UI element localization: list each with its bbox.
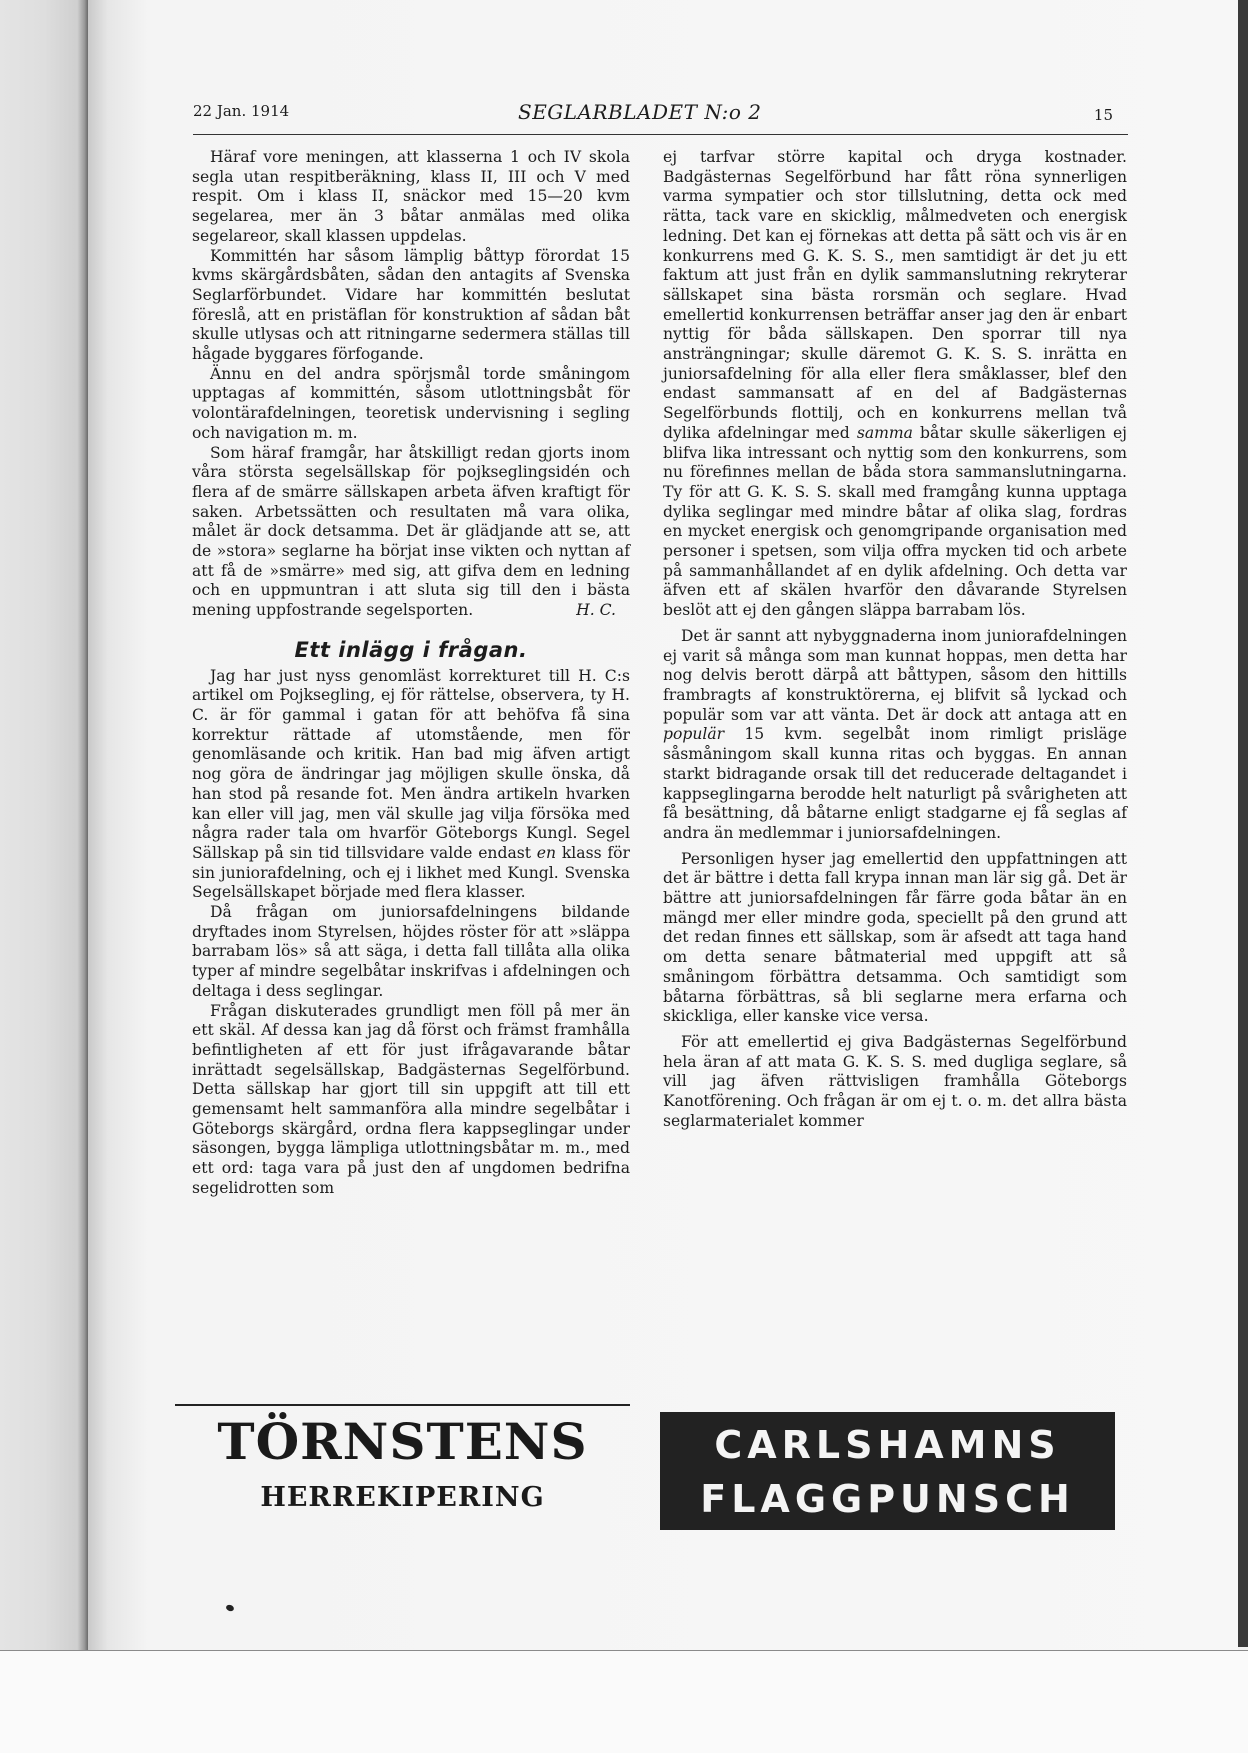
text: båtar skulle säkerligen ej blifva lika intressant och nyttig som den konkurrens, som nu förefinnes mellan de båda stora sammanslutningarna. Ty för att G. K. S. S. skall med framgång kunna upptaga dylika seglingar med mindre båtar af olika slag, fordras en mycket energisk och genomgripande organisation med personer i spetsen, som vilja offra mycken tid och arbete på sammanhållandet af en dylik afdelning. Och detta var äfven ett af skälen hvarför den dåvarande Styrelsen beslöt att ej den gången släppa barrabam lös. xyxy=(663,423,1128,620)
header-rule xyxy=(193,134,1128,135)
paragraph: Häraf vore meningen, att klasserna 1 och IV skola segla utan respitberäkning, klass II, III och V med respit. Om i klass II, snäckor med 15—20 kvm segelarea, mer än 3 båtar anmälas med olika segelareor, skall klassen uppdelas. xyxy=(192,148,630,245)
paragraph xyxy=(192,667,630,903)
text: Jag har just nyss genomläst korrekturet till H. C:s artikel om Pojksegling, ej för rättelse, observera, ty H. C. är för gammal i gatan för att behöfva få sina korrektur rättade af utomstående, men för genomläsande och kritik. Han bad mig äfven artigt nog göra de ändringar jag möjligen skulle önska, då han stod på resande fot. Men ändra artikeln hvarken kan eller vill jag, men väl skulle jag vilja försöka med några rader tala om hvarför Göteborgs Kungl. Segel Sällskap på sin tid tillsvidare valde endast xyxy=(192,666,630,862)
emphasis: en xyxy=(536,843,557,862)
issue-date: 22 Jan. 1914 xyxy=(193,102,290,120)
ad-line-2: FLAGGPUNSCH xyxy=(700,1477,1075,1521)
author-signature: H. C. xyxy=(576,601,616,620)
text: ej tarfvar större kapital och dryga kostnader. Badgästernas Segelförbund har fått röna synnerligen varma sympatier och stor tillslutning, detta ock med rätta, tack vare en skicklig, målmedveten och energisk ledning. Det kan ej förnekas att detta på sätt och vis är en konkurrens med G. K. S. S., men samtidigt är det ju ett faktum att just från en dylik sammanslutning rekryterar sällskapet sina bästa rorsmän och seglare. Hvad emellertid konkurrensen beträffar anser jag den är enbart nyttig för båda sällskapen. Den sporrar till nya ansträngningar; skulle däremot G. K. S. S. inrätta en juniorsafdelning för alla eller flera småklasser, blef den endast sammansatt af en del af Badgästernas Segelförbunds flottilj, och en konkurrens mellan två dylika afdelningar med xyxy=(663,148,1127,442)
running-header xyxy=(193,100,1113,130)
paragraph: Kommittén har såsom lämplig båttyp förordat 15 kvms skärgårdsbåten, sådan den antagits af Svenska Seglarförbundet. Vidare har kommittén beslutat föreslå, att en pristäflan för konstruktion af sådan båt skulle utlysas och att ritningarne sedermera ställas till hågade byggares förfogande. xyxy=(192,246,630,364)
advertisement-rule xyxy=(175,1404,630,1406)
advertisement-tornstens xyxy=(170,1412,635,1513)
advertiser-tagline: HERREKIPERING xyxy=(260,1482,545,1513)
text: klass för sin juniorafdelning, och ej i likhet med Kungl. Svenska Segelsällskapet började med flera klasser. xyxy=(192,843,630,902)
paragraph: Ännu en del andra spörjsmål torde småningom upptagas af kommittén, såsom utlottningsbåt för volontärafdelningen, teoretisk undervisning i segling och navigation m. m. xyxy=(192,364,630,442)
paragraph: Då frågan om juniorsafdelningens bildande dryftades inom Styrelsen, höjdes röster för att »släppa barrabam lös» så att säga, i detta fall tillåta alla olika typer af mindre segelbåtar inskrifvas i afdelningen och deltaga i dess seglingar. xyxy=(192,903,630,1000)
text: 15 kvm. segelbåt inom rimligt prisläge såsmåningom skall kunna ritas och byggas. En annan starkt bidragande orsak till det reducerade deltagandet i kappseglingarna berodde helt naturligt på svårigheten att få besättning, då båtarne enligt stadgarne ej få seglas af andra än medlemmar i juniorsafdelningen. xyxy=(663,725,1127,842)
page-edge-shadow xyxy=(1238,0,1248,1647)
emphasis: samma xyxy=(856,423,913,442)
book-binding-left-page xyxy=(0,0,88,1652)
paragraph: För att emellertid ej giva Badgästernas Segelförbund hela äran af att mata G. K. S. S. med dugliga seglare, så vill jag äfven rättvisligen framhålla Göteborgs Kanotförening. Och frågan är om ej t. o. m. det allra bästa seglarmaterialet kommer xyxy=(663,1032,1127,1130)
left-column xyxy=(192,148,630,1199)
paragraph-text: Som häraf framgår, har åtskilligt redan gjorts inom våra största segelsällskap för pojkseglingsidén och flera af de smärre sällskapen arbeta äfven kraftigt för saken. Arbetssätten och resultaten må vara olika, målet är dock detsamma. Det är glädjande att se, att de »stora» seglarne ha börjat inse vikten och nyttan af att få de »smärre» med sig, att gifva dem en ledning och en uppmuntran i att sluta sig till den i bästa mening uppfostrande segelsporten. xyxy=(192,443,630,620)
article-title: Ett inlägg i frågan. xyxy=(294,637,528,662)
scan-surface xyxy=(0,1650,1248,1753)
paragraph: Personligen hyser jag emellertid den uppfattningen att det är bättre i detta fall krypa innan man lär sig gå. Det är bättre att juniorsafdelningen får färre goda båtar än en mängd mer eller mindre goda, speciellt på den grund att det redan finnes ett sällskap, som är afsedt att taga hand om detta senare båtmaterial med uppgift att så småningom förbättra detsamma. Och samtidigt som båtarna förbättras, så bli seglarne mera erfarna och skickliga, eller kanske vice versa. xyxy=(663,849,1127,1026)
advertiser-name: TÖRNSTENS xyxy=(217,1412,588,1471)
paragraph xyxy=(663,627,1127,844)
page-number: 15 xyxy=(1093,106,1113,124)
text: Det är sannt att nybyggnaderna inom juniorafdelningen ej varit så många som man kunnat hoppas, men detta har nog delvis berott därpå att båttypen, såsom den hittills frambragts af konstruktörerna, ej blifvit så lyckad och populär som var att vänta. Det är dock att antaga att en xyxy=(663,626,1127,724)
paragraph: Frågan diskuterades grundligt men föll på mer än ett skäl. Af dessa kan jag då först och främst framhålla befintligheten af ett för just ifrågavarande båtar inrättadt segelsällskap, Badgästernas Segelförbund. Detta sällskap har gjort till sin uppgift att till ett gemensamt helt sammanföra alla mindre segelbåtar i Göteborgs skärgård, ordna flera kappseglingar under säsongen, bygga lämpliga utlottningsbåtar m. m., med ett ord: taga vara på just den af ungdomen bedrifna segelidrotten som xyxy=(192,1001,630,1197)
publication-title: SEGLARBLADET N:o 2 xyxy=(518,100,762,124)
advertisement-carlshamns xyxy=(660,1412,1115,1530)
paragraph xyxy=(192,444,630,621)
right-column xyxy=(663,148,1127,1131)
paragraph xyxy=(663,148,1127,621)
ad-line-1: CARLSHAMNS xyxy=(714,1423,1061,1467)
emphasis: populär xyxy=(663,725,725,744)
